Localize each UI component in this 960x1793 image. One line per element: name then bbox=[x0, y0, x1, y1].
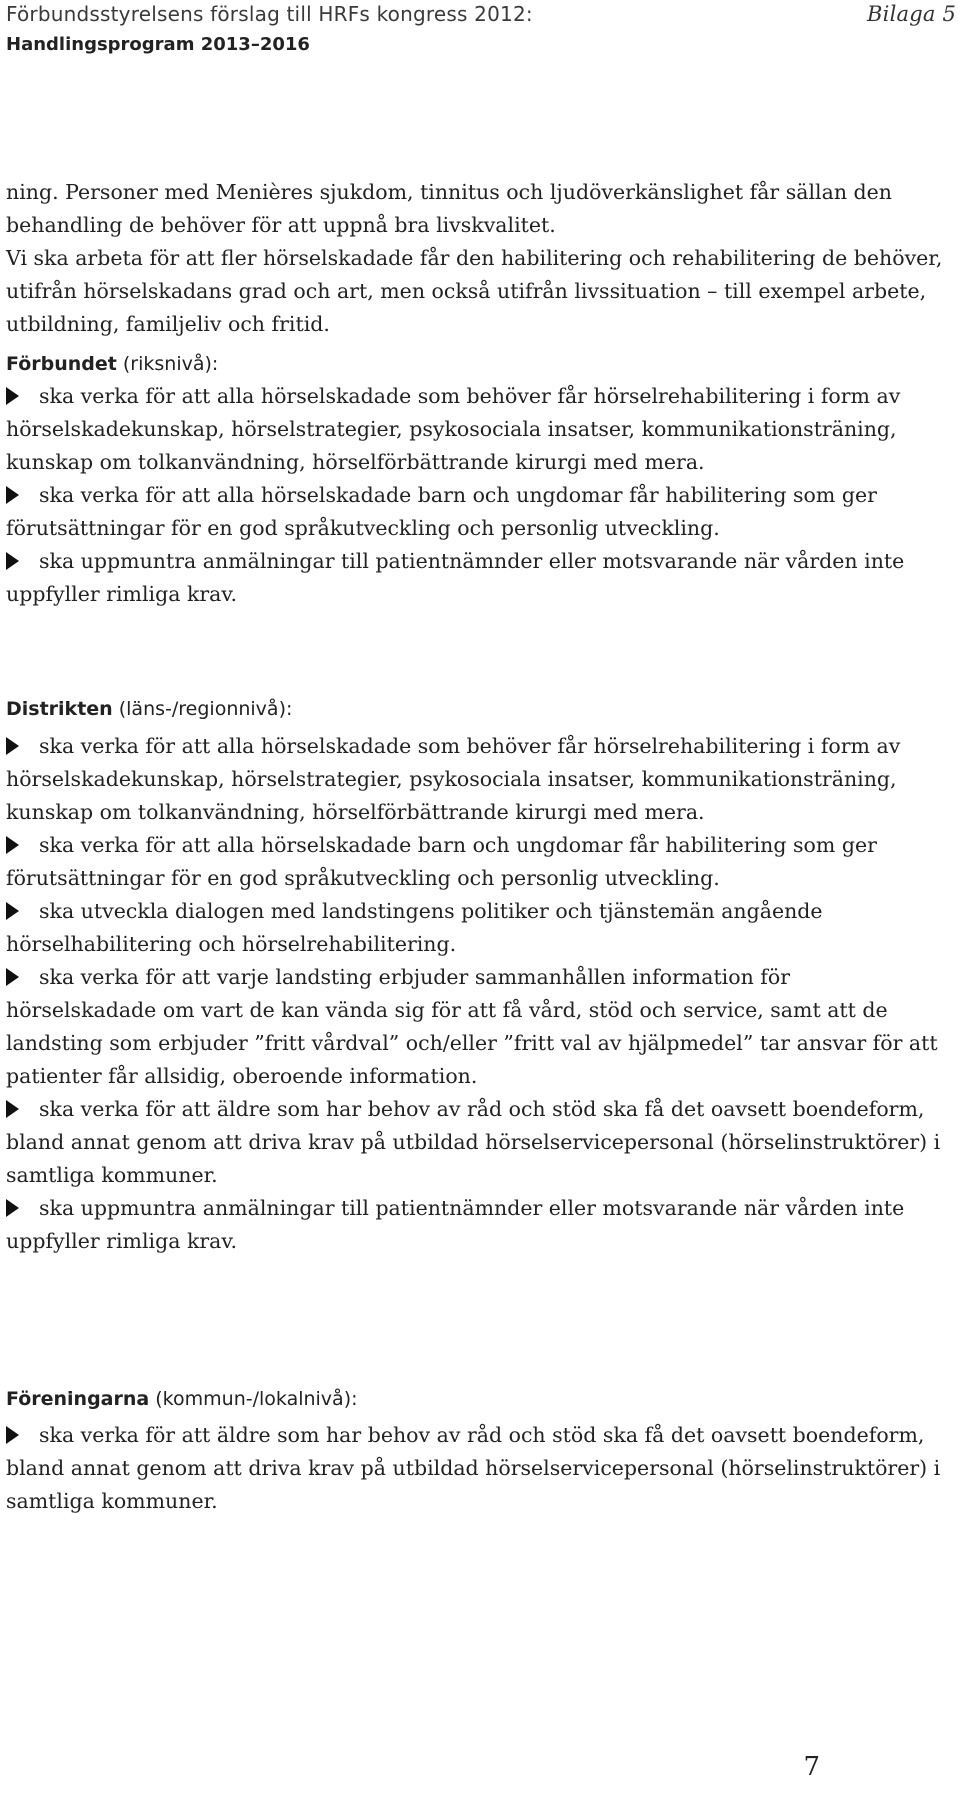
section-level: (läns-/regionnivå): bbox=[112, 698, 293, 720]
triangle-bullet-icon bbox=[6, 737, 19, 755]
triangle-bullet-icon bbox=[6, 836, 19, 854]
triangle-bullet-icon bbox=[6, 1199, 19, 1217]
list-item: ska verka för att äldre som har behov av råd och stöd ska få det oavsett boendeform, bland annat genom att driva krav på utbildad hörselservicepersonal (hörselinstruktörer) i samtliga kommuner. bbox=[6, 1097, 941, 1187]
triangle-bullet-icon bbox=[6, 387, 19, 405]
section-heading-distrikten bbox=[6, 698, 946, 720]
header-title: Förbundsstyrelsens förslag till HRFs kongress 2012: bbox=[6, 2, 533, 26]
triangle-bullet-icon bbox=[6, 1100, 19, 1118]
triangle-bullet-icon bbox=[6, 486, 19, 504]
list-item: ska utveckla dialogen med landstingens politiker och tjänstemän angående hörselhabilitering och hörselrehabilitering. bbox=[6, 899, 823, 956]
intro-paragraph: Vi ska arbeta för att fler hörselskadade får den habilitering och rehabilitering de behöver, utifrån hörselskadans grad och art, men också utifrån livssituation – till exempel arbete, utbildning, familjeliv och fritid. bbox=[6, 246, 943, 336]
triangle-bullet-icon bbox=[6, 968, 19, 986]
bullet-list-distrikten bbox=[6, 730, 946, 1258]
list-item: ska verka för att alla hörselskadade som behöver får hörselrehabilitering i form av hörselskadekunskap, hörselstrategier, psykosociala insatser, kommunikationsträning, kunskap om tolkanvändning, hörselförbättrande kirurgi med mera. bbox=[6, 384, 901, 474]
page-number: 7 bbox=[803, 1752, 820, 1782]
intro-text bbox=[6, 176, 946, 341]
triangle-bullet-icon bbox=[6, 1426, 19, 1444]
list-item: ska verka för att alla hörselskadade barn och ungdomar får habilitering som ger förutsättningar för en god språkutveckling och personlig utveckling. bbox=[6, 833, 877, 890]
header-subtitle: Handlingsprogram 2013–2016 bbox=[6, 34, 310, 55]
running-header bbox=[6, 2, 956, 26]
appendix-label: Bilaga 5 bbox=[867, 2, 956, 26]
triangle-bullet-icon bbox=[6, 552, 19, 570]
list-item: ska uppmuntra anmälningar till patientnämnder eller motsvarande när vården inte uppfyller rimliga krav. bbox=[6, 1196, 905, 1253]
list-item: ska verka för att alla hörselskadade barn och ungdomar får habilitering som ger förutsättningar för en god språkutveckling och personlig utveckling. bbox=[6, 483, 877, 540]
triangle-bullet-icon bbox=[6, 902, 19, 920]
section-title: Förbundet bbox=[6, 353, 117, 375]
bullet-list-foreningarna bbox=[6, 1419, 946, 1518]
list-item: ska verka för att alla hörselskadade som behöver får hörselrehabilitering i form av hörselskadekunskap, hörselstrategier, psykosociala insatser, kommunikationsträning, kunskap om tolkanvändning, hörselförbättrande kirurgi med mera. bbox=[6, 734, 901, 824]
intro-paragraph: ning. Personer med Menières sjukdom, tinnitus och ljudöverkänslighet får sällan den behandling de behöver för att uppnå bra livskvalitet. bbox=[6, 180, 893, 237]
list-item: ska verka för att varje landsting erbjuder sammanhållen information för hörselskadade om vart de kan vända sig för att få vård, stöd och service, samt att de landsting som erbjuder ”fritt vårdval” och/eller ”fritt val av hjälpmedel” tar ansvar för att patienter får allsidig, oberoende information. bbox=[6, 965, 938, 1088]
section-title: Föreningarna bbox=[6, 1388, 150, 1410]
section-heading-forbundet bbox=[6, 353, 946, 375]
section-level: (riksnivå): bbox=[116, 353, 219, 375]
section-level: (kommun-/lokalnivå): bbox=[149, 1388, 358, 1410]
bullet-list-forbundet bbox=[6, 380, 946, 611]
section-title: Distrikten bbox=[6, 698, 113, 720]
list-item: ska verka för att äldre som har behov av råd och stöd ska få det oavsett boendeform, bland annat genom att driva krav på utbildad hörselservicepersonal (hörselinstruktörer) i samtliga kommuner. bbox=[6, 1423, 941, 1513]
list-item: ska uppmuntra anmälningar till patientnämnder eller motsvarande när vården inte uppfyller rimliga krav. bbox=[6, 549, 905, 606]
section-heading-foreningarna bbox=[6, 1388, 946, 1410]
